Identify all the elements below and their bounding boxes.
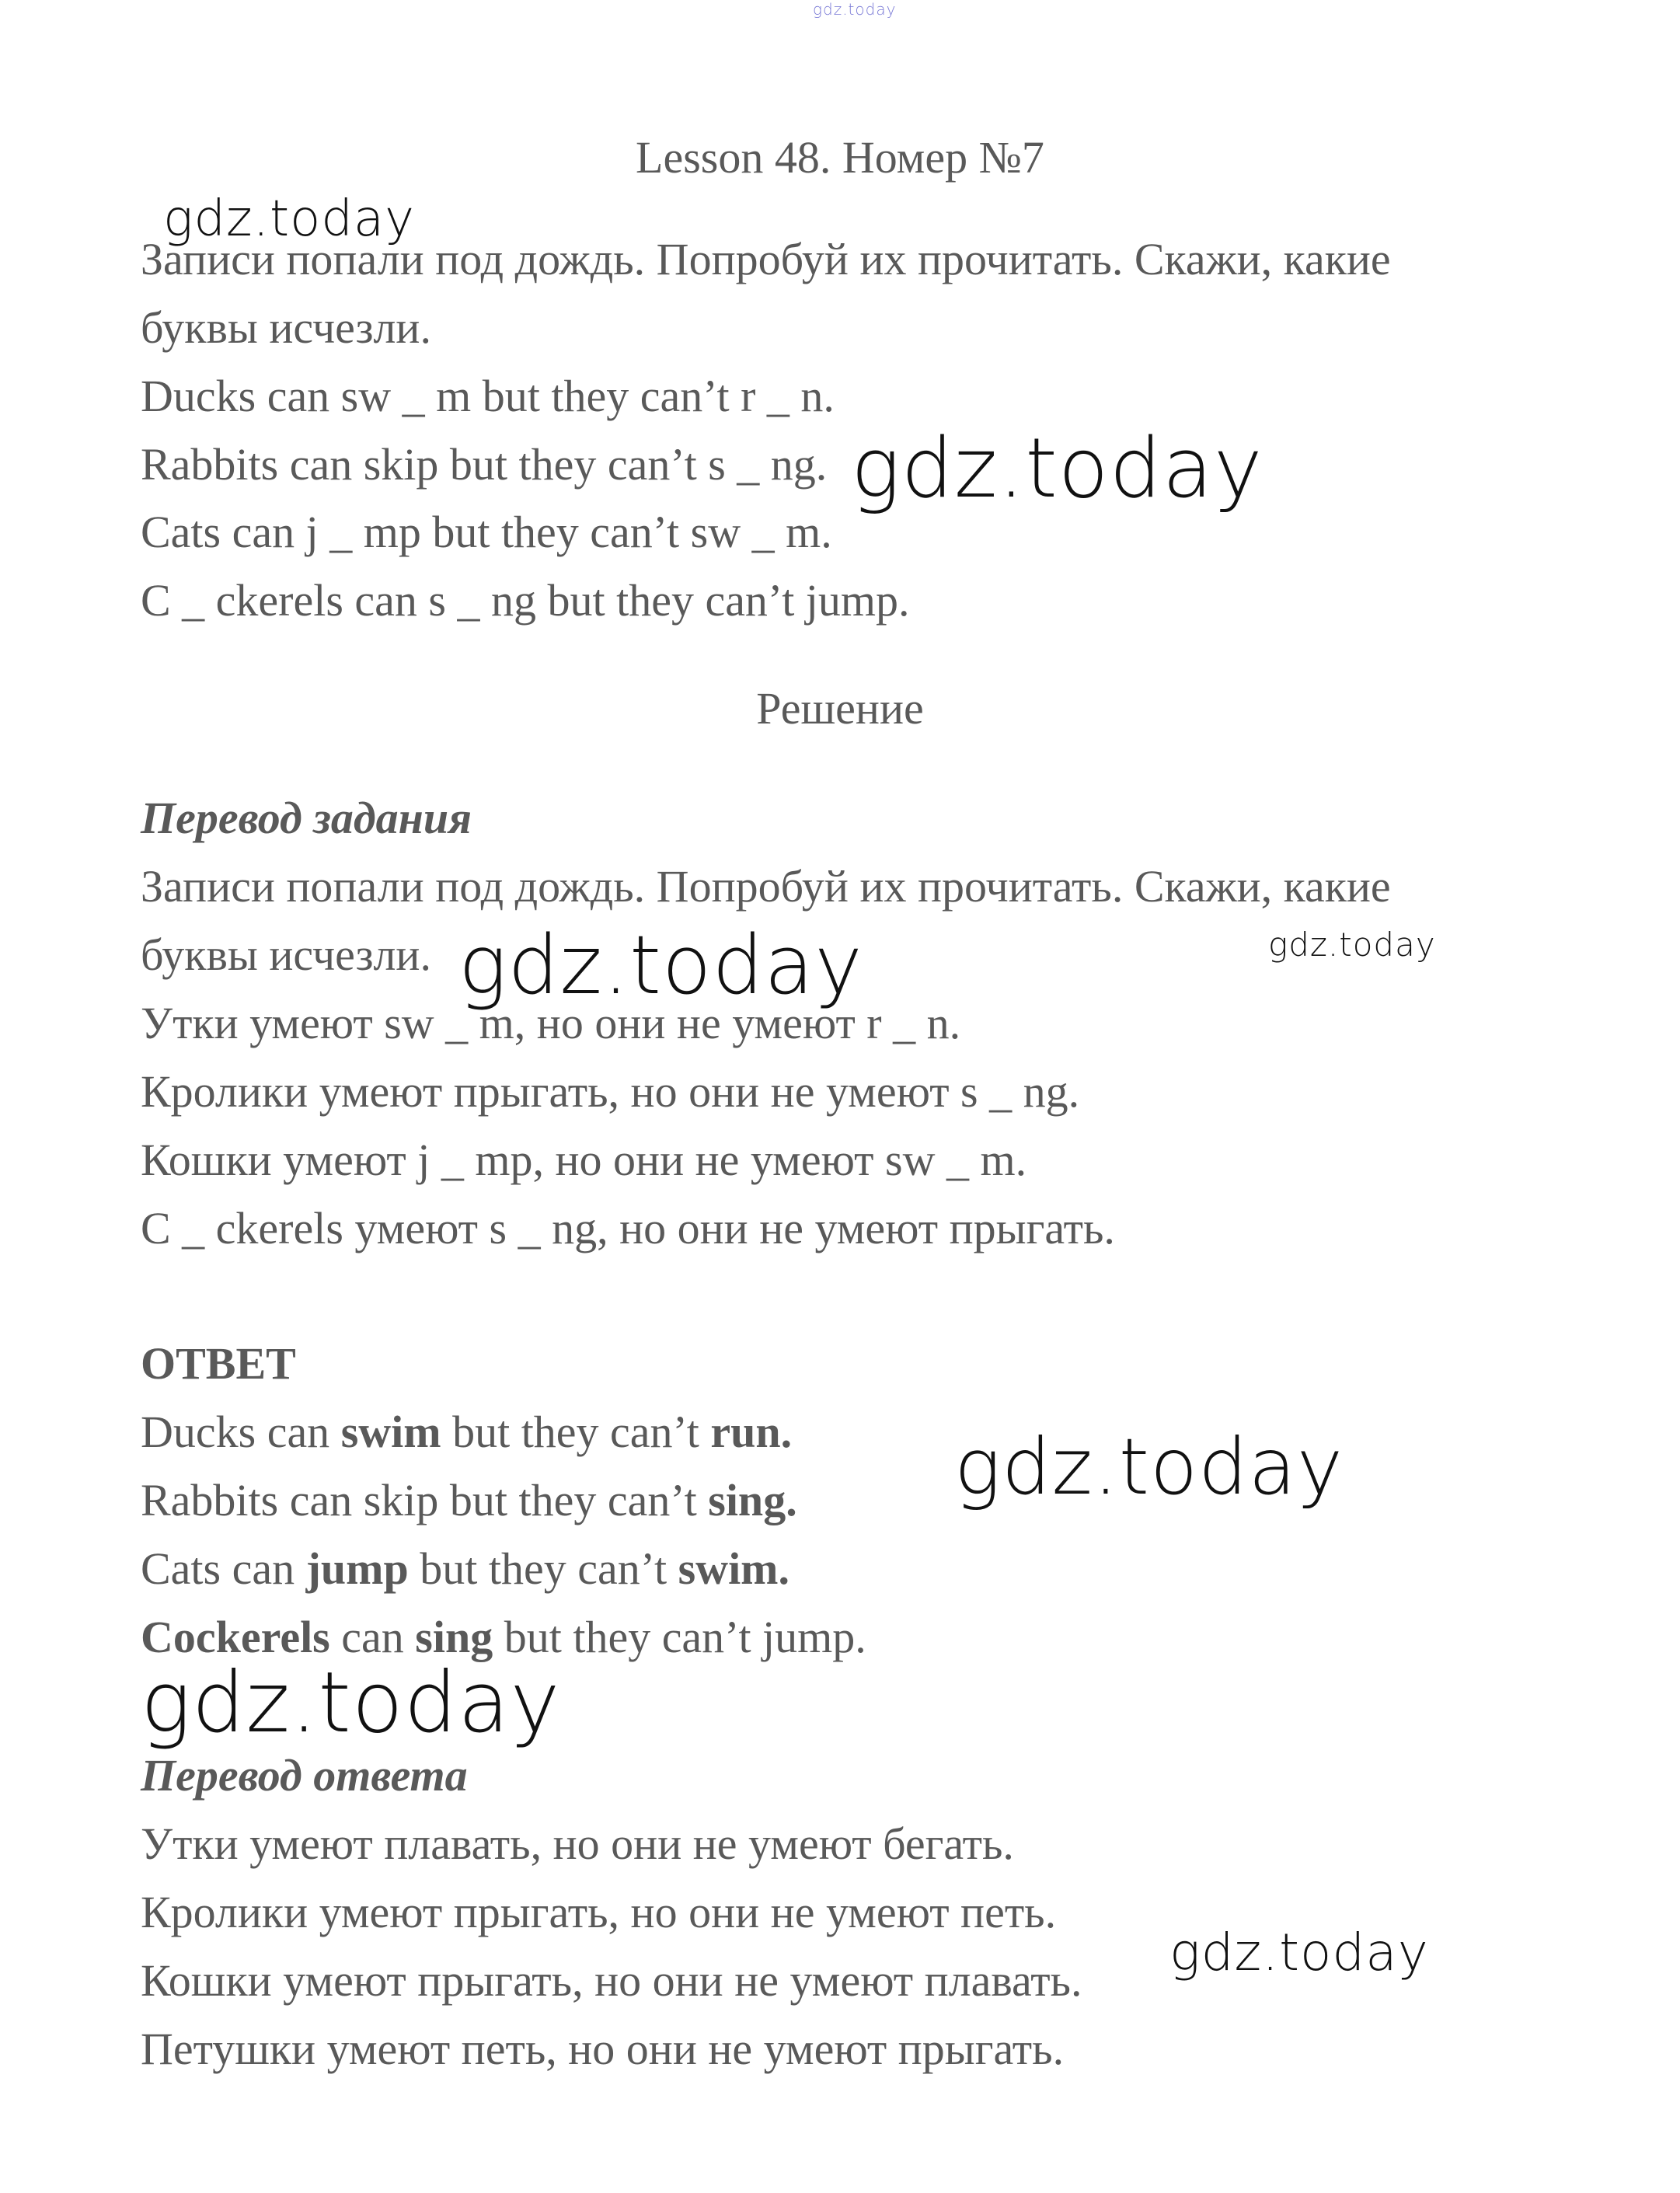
answer-word-bold: Cockerels: [141, 1612, 330, 1662]
watermark: gdz.today: [163, 190, 415, 248]
answer-text: Ducks can: [141, 1407, 341, 1457]
answer-word-bold: sing: [415, 1612, 493, 1662]
translation-heading: Перевод задания: [141, 793, 472, 843]
watermark: gdz.today: [954, 1421, 1344, 1512]
page-title: Lesson 48. Номер №7: [636, 132, 1044, 183]
answer-heading: ОТВЕТ: [141, 1338, 296, 1389]
watermark: gdz.today: [1268, 926, 1436, 964]
task-instruction: буквы исчезли.: [141, 302, 431, 353]
answer-line: [141, 1407, 793, 1457]
answer-line: [141, 1475, 797, 1525]
answer-text: can: [329, 1612, 416, 1662]
answer-text: Rabbits can skip but they can’t: [141, 1475, 709, 1525]
answer-line: [141, 1612, 866, 1662]
answer-text: but they can’t: [441, 1407, 711, 1457]
answer-word-bold: swim.: [678, 1543, 789, 1594]
answer-translation-heading: Перевод ответа: [141, 1750, 468, 1801]
watermark: gdz.today: [1169, 1923, 1429, 1982]
translation-line: Утки умеют sw _ m, но они не умеют r _ n.: [141, 998, 961, 1048]
answer-translation-line: Кошки умеют прыгать, но они не умеют плавать.: [141, 1955, 1082, 2006]
watermark-top: gdz.today: [813, 0, 897, 19]
answer-translation-line: Петушки умеют петь, но они не умеют прыгать.: [141, 2024, 1065, 2074]
answer-text: Cats can: [141, 1543, 306, 1594]
watermark: gdz.today: [458, 918, 863, 1013]
answer-word-bold: run.: [710, 1407, 793, 1457]
task-line: Ducks can sw _ m but they can’t r _ n.: [141, 371, 835, 421]
task-line: Rabbits can skip but they can’t s _ ng.: [141, 439, 828, 490]
watermark: gdz.today: [851, 420, 1263, 516]
answer-word-bold: swim: [340, 1407, 441, 1457]
task-instruction: Записи попали под дождь. Попробуй их прочитать. Скажи, какие: [141, 234, 1391, 284]
translation-line: C _ ckerels умеют s _ ng, но они не умеют прыгать.: [141, 1203, 1115, 1253]
translation-instruction: буквы исчезли.: [141, 929, 431, 980]
answer-word-bold: sing.: [708, 1475, 797, 1525]
answer-text: but they can’t jump.: [493, 1612, 866, 1662]
translation-line: Кролики умеют прыгать, но они не умеют s _ ng.: [141, 1066, 1080, 1117]
solution-label: Решение: [756, 683, 924, 734]
answer-line: [141, 1543, 789, 1594]
answer-translation-line: Утки умеют плавать, но они не умеют бегать.: [141, 1818, 1014, 1869]
translation-line: Кошки умеют j _ mp, но они не умеют sw _ m.: [141, 1135, 1027, 1185]
watermark: gdz.today: [141, 1654, 561, 1752]
translation-instruction: Записи попали под дождь. Попробуй их прочитать. Скажи, какие: [141, 861, 1391, 912]
answer-translation-line: Кролики умеют прыгать, но они не умеют петь.: [141, 1887, 1057, 1937]
task-line: C _ ckerels can s _ ng but they can’t jump.: [141, 575, 910, 626]
answer-word-bold: jump: [305, 1543, 409, 1594]
task-line: Cats can j _ mp but they can’t sw _ m.: [141, 507, 832, 557]
answer-text: but they can’t: [408, 1543, 678, 1594]
